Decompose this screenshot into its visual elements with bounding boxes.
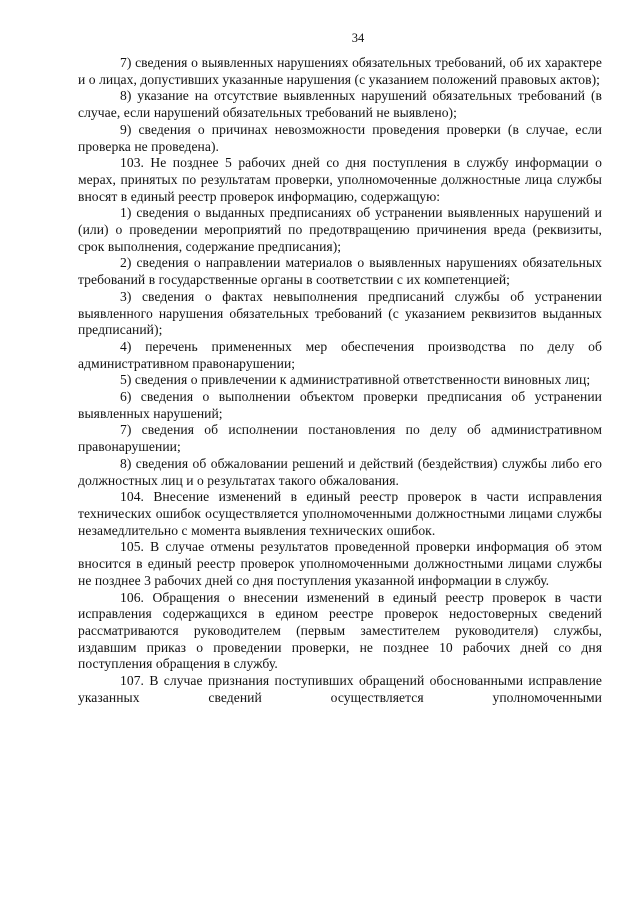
paragraph-103-item-3: 3) сведения о фактах невыполнения предписаний службы об устранении выявленного нарушения обязательных требований (с указанием реквизитов выданных предписаний); <box>78 288 602 338</box>
paragraph-103-item-6: 6) сведения о выполнении объектом проверки предписания об устранении выявленных нарушений; <box>78 389 602 421</box>
paragraph-103-item-2: 2) сведения о направлении материалов о выявленных нарушениях обязательных требований в государственные органы в соответствии с их компетенцией; <box>78 255 602 288</box>
paragraph-item-7-violations: 7) сведения о выявленных нарушениях обязательных требований, об их характере и о лицах, допустивших указанные нарушения (с указанием положений правовых актов); <box>78 55 602 87</box>
paragraph-clause-103: 103. Не позднее 5 рабочих дней со дня поступления в службу информации о мерах, принятых по результатам проверки, уполномоченные должностные лица службы вносят в единый реестр проверок информацию, содержащую: <box>78 155 602 204</box>
page-number: 34 <box>351 31 365 45</box>
paragraph-clause-104: 104. Внесение изменений в единый реестр проверок в части исправления технических ошибок осуществляется уполномоченными должностными лицами службы незамедлительно с момента выявления технических ошибок. <box>78 489 602 538</box>
paragraph-103-item-5: 5) сведения о привлечении к административной ответственности виновных лиц; <box>120 372 591 388</box>
paragraph-103-item-1: 1) сведения о выданных предписаниях об устранении выявленных нарушений и (или) о проведении мероприятий по предотвращению причинения вреда (реквизиты, срок выполнения, содержание предписания); <box>78 205 602 254</box>
paragraph-103-item-7: 7) сведения об исполнении постановления по делу об административном правонарушении; <box>78 422 602 455</box>
paragraph-item-8-no-violations: 8) указание на отсутствие выявленных нарушений обязательных требований (в случае, если нарушений обязательных требований не выявлено); <box>78 88 602 121</box>
paragraph-103-item-8: 8) сведения об обжаловании решений и действий (бездействия) службы либо его должностных лиц и о результатах такого обжалования. <box>78 455 602 488</box>
paragraph-item-9-impossibility: 9) сведения о причинах невозможности проведения проверки (в случае, если проверка не проведена). <box>78 121 602 154</box>
paragraph-clause-105: 105. В случае отмены результатов проведенной проверки информация об этом вносится в единый реестр проверок уполномоченными должностными лицами службы не позднее 3 рабочих дней со дня поступления указанной информации в службу. <box>78 539 602 588</box>
paragraph-clause-106: 106. Обращения о внесении изменений в единый реестр проверок в части исправления содержащихся в едином реестре проверок недостоверных сведений рассматриваются руководителем (первым заместителем руководителя) службы, издавшим приказ о проведении проверки, не позднее 10 рабочих дней со дня поступления обращения в службу. <box>78 589 602 672</box>
paragraph-103-item-4: 4) перечень примененных мер обеспечения производства по делу об административном правонарушении; <box>78 338 602 371</box>
paragraph-clause-107: 107. В случае признания поступивших обращений обоснованными исправление указанных сведений осуществляется уполномоченными <box>78 673 602 705</box>
